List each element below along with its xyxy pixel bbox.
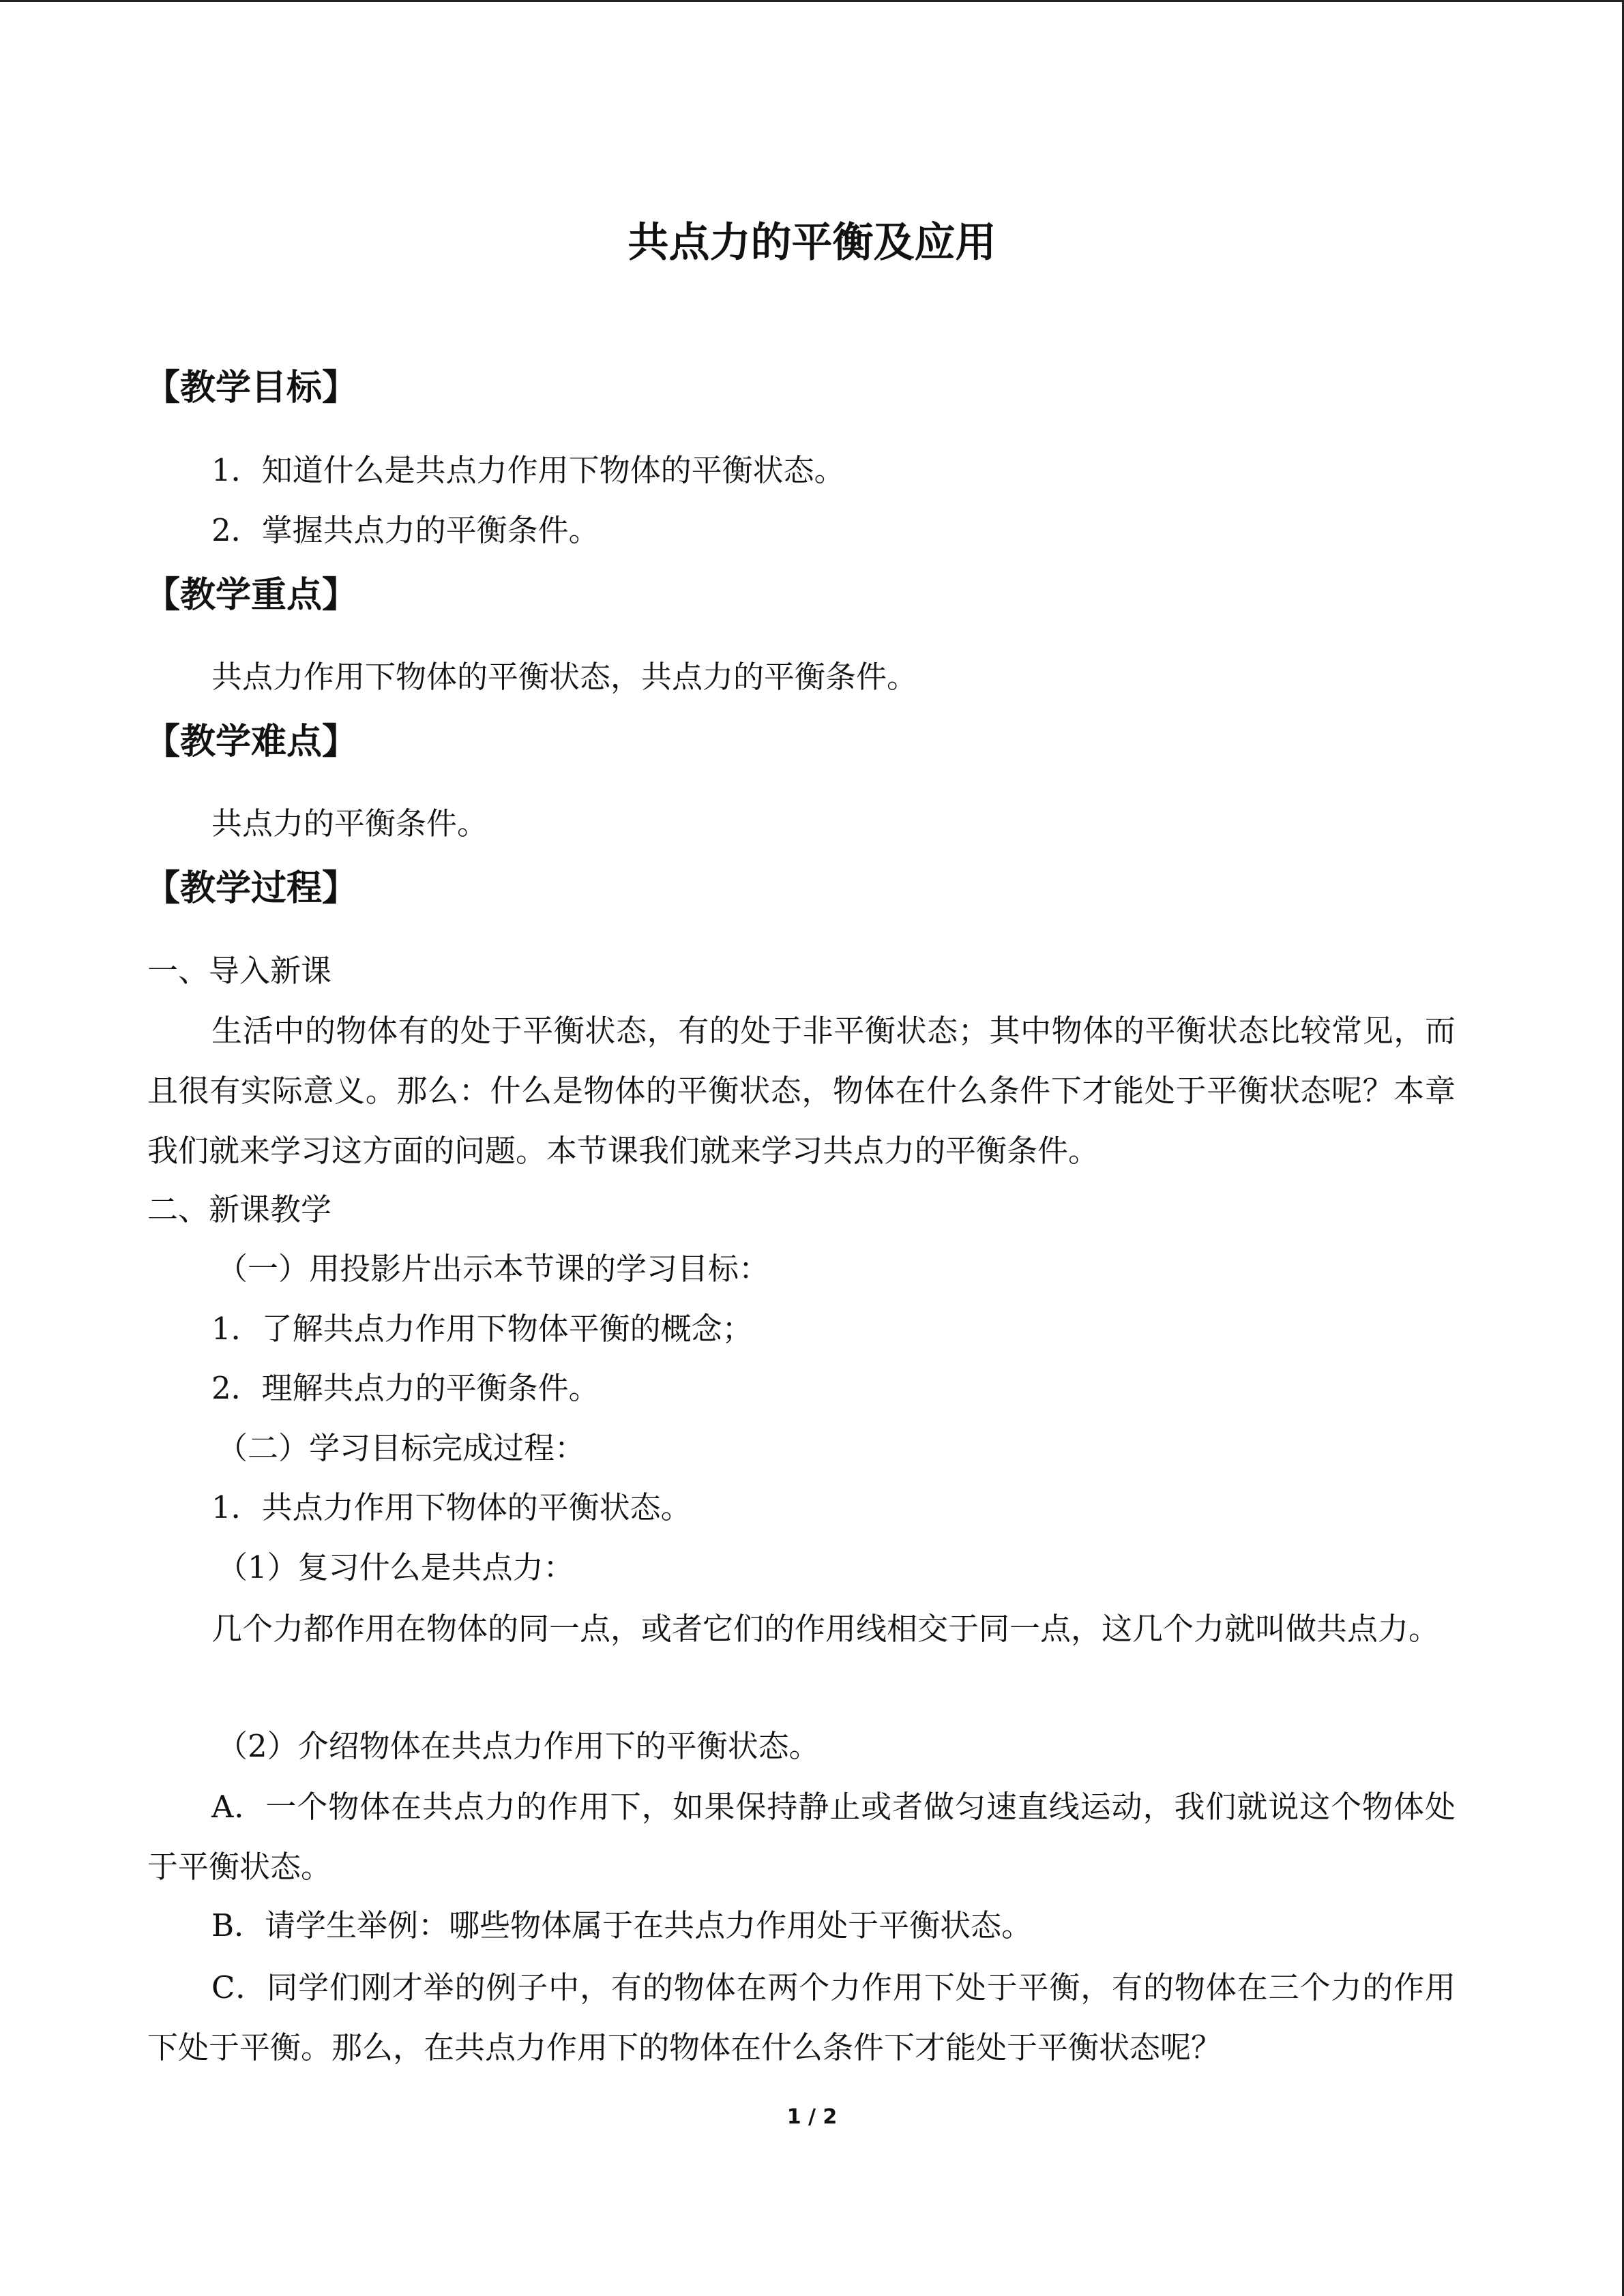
heading-difficulties: 【教学难点】 bbox=[145, 721, 358, 762]
key-points-text: 共点力作用下物体的平衡状态，共点力的平衡条件。 bbox=[211, 659, 918, 695]
part1-paragraph: 生活中的物体有的处于平衡状态，有的处于非平衡状态；其中物体的平衡状态比较常见，而且很有实际意义。那么：什么是物体的平衡状态，物体在什么条件下才能处于平衡状态呢？本章我们就来学习这方面的问题。本节课我们就来学习共点力的平衡条件。 bbox=[147, 1013, 1456, 1169]
part1-title: 一、导入新课 bbox=[147, 953, 332, 989]
sub1-item-2: 2．理解共点力的平衡条件。 bbox=[211, 1370, 600, 1406]
point-a-paragraph: A．一个物体在共点力的作用下，如果保持静止或者做匀速直线运动，我们就说这个物体处于平衡状态。 bbox=[147, 1789, 1456, 1885]
step1-1-paragraph: 几个力都作用在物体的同一点，或者它们的作用线相交于同一点，这几个力就叫做共点力。 bbox=[211, 1611, 1440, 1647]
step1-title: 1．共点力作用下物体的平衡状态。 bbox=[211, 1489, 692, 1525]
page-number: 1 / 2 bbox=[786, 2105, 838, 2129]
heading-objectives: 【教学目标】 bbox=[145, 368, 358, 408]
step1-2-title: （2）介绍物体在共点力作用下的平衡状态。 bbox=[217, 1728, 820, 1764]
difficulties-text: 共点力的平衡条件。 bbox=[211, 805, 488, 841]
sub2-title: （二）学习目标完成过程： bbox=[217, 1430, 586, 1466]
part2-title: 二、新课教学 bbox=[147, 1191, 332, 1227]
point-c-paragraph: C．同学们刚才举的例子中，有的物体在两个力作用下处于平衡，有的物体在三个力的作用下处于平衡。那么，在共点力作用下的物体在什么条件下才能处于平衡状态呢？ bbox=[147, 1969, 1456, 2066]
step1-1-title: （1）复习什么是共点力： bbox=[217, 1549, 574, 1585]
objective-item-1: 1．知道什么是共点力作用下物体的平衡状态。 bbox=[211, 452, 845, 488]
point-b-text: B．请学生举例：哪些物体属于在共点力作用处于平衡状态。 bbox=[211, 1907, 1033, 1943]
sub1-item-1: 1．了解共点力作用下物体平衡的概念； bbox=[211, 1311, 753, 1347]
document-title: 共点力的平衡及应用 bbox=[628, 219, 996, 267]
heading-process: 【教学过程】 bbox=[145, 868, 358, 909]
sub1-title: （一）用投影片出示本节课的学习目标： bbox=[217, 1251, 770, 1287]
heading-key-points: 【教学重点】 bbox=[145, 575, 358, 616]
objective-item-2: 2．掌握共点力的平衡条件。 bbox=[211, 512, 600, 548]
